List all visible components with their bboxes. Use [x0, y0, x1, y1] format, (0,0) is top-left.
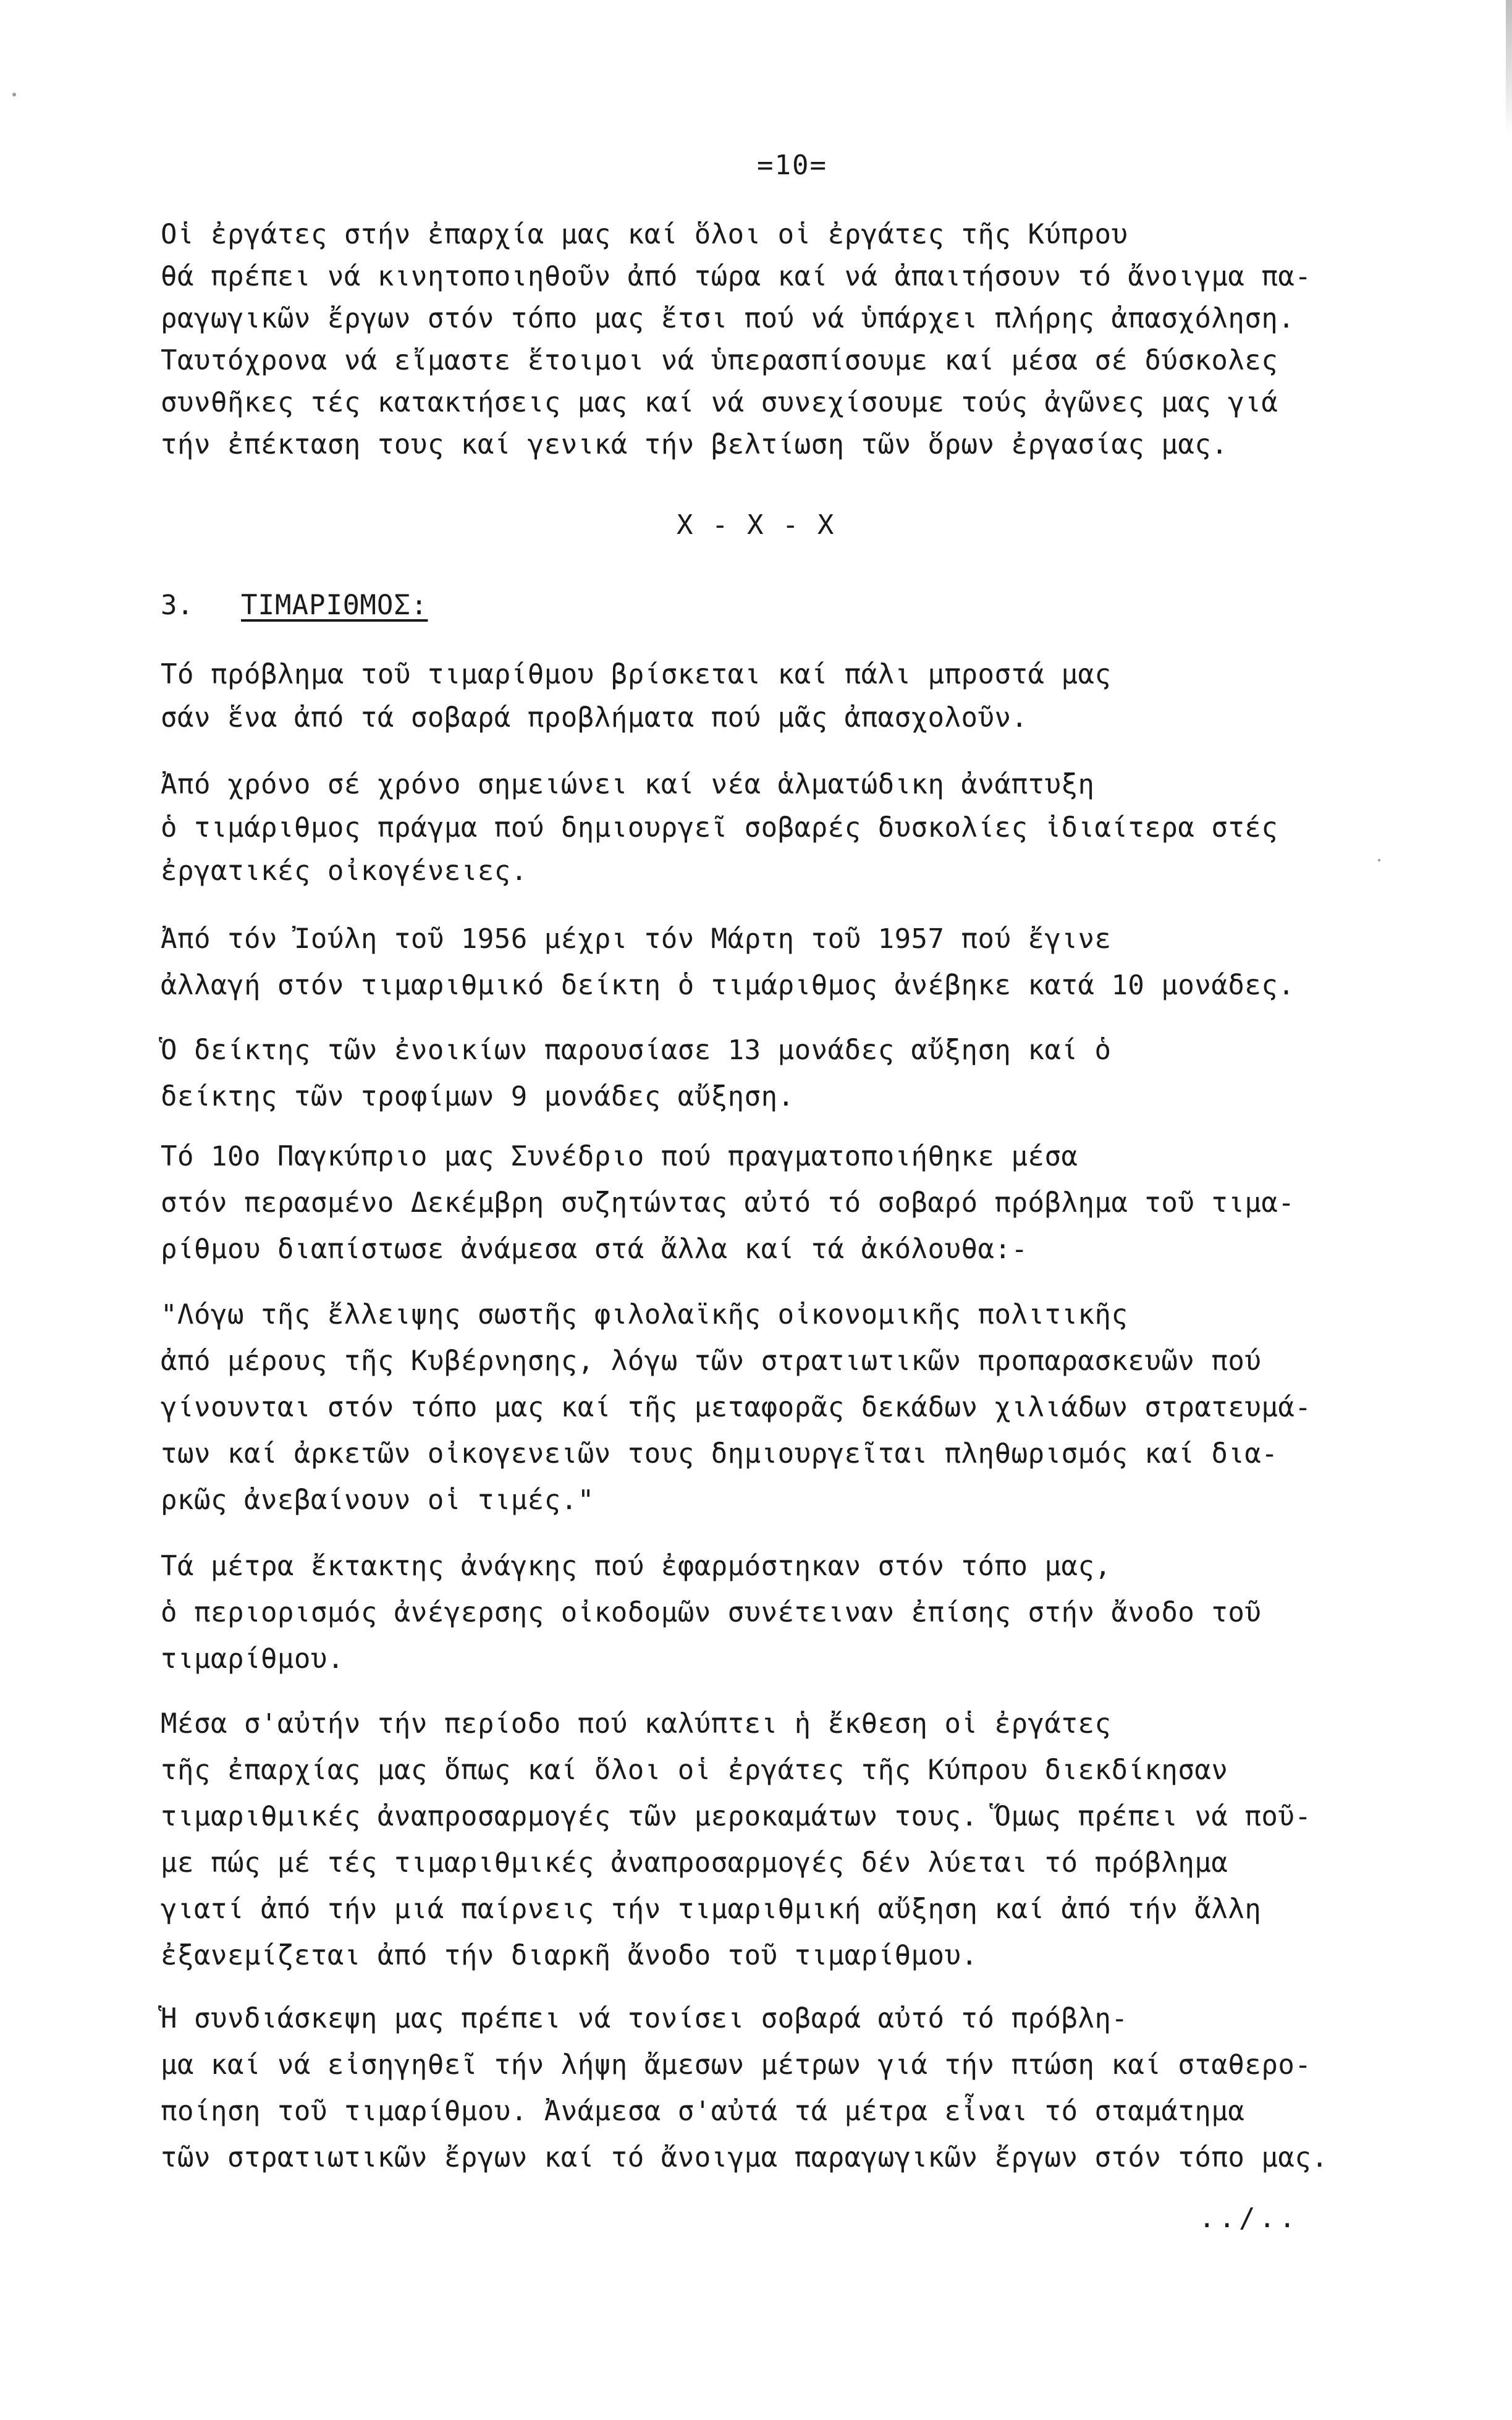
text-line: σάν ἕνα ἀπό τά σοβαρά προβλήματα πού μᾶς ἀπασχολοῦν.: [161, 702, 1028, 734]
text-line: τῆς ἐπαρχίας μας ὅπως καί ὅλοι οἱ ἐργάτες τῆς Κύπρου διεκδίκησαν: [161, 1754, 1228, 1786]
text-line: τιμαριθμικές ἀναπροσαρμογές τῶν μεροκαμάτων τους. Ὅμως πρέπει νά ποῦ-: [161, 1801, 1312, 1832]
text-line: θά πρέπει νά κινητοποιηθοῦν ἀπό τώρα καί νά ἀπαιτήσουν τό ἄνοιγμα πα-: [161, 261, 1312, 292]
text-line: Ἡ συνδιάσκεψη μας πρέπει νά τονίσει σοβαρά αὐτό τό πρόβλη-: [161, 2003, 1128, 2034]
text-line: ὁ περιορισμός ἀνέγερσης οἰκοδομῶν συνέτειναν ἐπίσης στήν ἄνοδο τοῦ: [161, 1597, 1262, 1628]
text-line: ἐξανεμίζεται ἀπό τήν διαρκῆ ἄνοδο τοῦ τιμαρίθμου.: [161, 1940, 978, 1971]
text-line: ρίθμου διαπίστωσε ἀνάμεσα στά ἄλλα καί τά ἀκόλουθα:-: [161, 1233, 1028, 1265]
text-line: ἐργατικές οἰκογένειες.: [161, 855, 528, 887]
text-line: Ὁ δείκτης τῶν ἐνοικίων παρουσίασε 13 μονάδες αὔξηση καί ὁ: [161, 1034, 1112, 1066]
text-line: τῶν στρατιωτικῶν ἔργων καί τό ἄνοιγμα παραγωγικῶν ἔργων στόν τόπο μας.: [161, 2142, 1328, 2173]
text-line: ποίηση τοῦ τιμαρίθμου. Ἀνάμεσα σ'αὐτά τά μέτρα εἶναι τό σταμάτημα: [161, 2096, 1245, 2127]
text-line: ὁ τιμάριθμος πράγμα πού δημιουργεῖ σοβαρές δυσκολίες ἰδιαίτερα στές: [161, 812, 1278, 844]
text-line: Ἀπό χρόνο σέ χρόνο σημειώνει καί νέα ἁλματώδικη ἀνάπτυξη: [161, 769, 1095, 800]
text-line: τήν ἐπέκταση τους καί γενικά τήν βελτίωση τῶν ὅρων ἐργασίας μας.: [161, 429, 1228, 460]
text-line: γίνουνται στόν τόπο μας καί τῆς μεταφορᾶς δεκάδων χιλιάδων στρατευμά-: [161, 1392, 1312, 1423]
text-line: δείκτης τῶν τροφίμων 9 μονάδες αὔξηση.: [161, 1081, 795, 1112]
text-line: ρκῶς ἀνεβαίνουν οἱ τιμές.": [161, 1484, 594, 1516]
text-line: ἀλλαγή στόν τιμαριθμικό δείκτη ὁ τιμάριθμος ἀνέβηκε κατά 10 μονάδες.: [161, 970, 1295, 1001]
text-line: Ἀπό τόν Ἰούλη τοῦ 1956 μέχρι τόν Μάρτη τοῦ 1957 πού ἔγινε: [161, 923, 1112, 955]
scan-edge-shadow: [1506, 0, 1512, 136]
text-line: των καί ἀρκετῶν οἰκογενειῶν τους δημιουργεῖται πληθωρισμός καί δια-: [161, 1438, 1278, 1470]
text-line: συνθῆκες τές κατακτήσεις μας καί νά συνεχίσουμε τούς ἀγῶνες μας γιά: [161, 387, 1278, 418]
text-line: Μέσα σ'αὐτήν τήν περίοδο πού καλύπτει ἡ ἔκθεση οἱ ἐργάτες: [161, 1708, 1112, 1740]
section-number: 3.: [161, 590, 193, 621]
scan-speck: [12, 93, 16, 96]
scan-speck: [1378, 859, 1380, 861]
section-title: ΤΙΜΑΡΙΘΜΟΣ:: [241, 590, 428, 621]
text-line: Οἱ ἐργάτες στήν ἐπαρχία μας καί ὅλοι οἱ ἐργάτες τῆς Κύπρου: [161, 219, 1128, 250]
text-line: τιμαρίθμου.: [161, 1643, 344, 1675]
text-line: Τό 10ο Παγκύπριο μας Συνέδριο πού πραγματοποιήθηκε μέσα: [161, 1141, 1078, 1172]
text-line: μα καί νά εἰσηγηθεῖ τήν λήψη ἄμεσων μέτρων γιά τήν πτώση καί σταθερο-: [161, 2049, 1312, 2081]
text-line: Ταυτόχρονα νά εἴμαστε ἕτοιμοι νά ὑπερασπίσουμε καί μέσα σέ δύσκολες: [161, 345, 1278, 376]
page-number: =10=: [757, 150, 827, 181]
text-line: με πώς μέ τές τιμαριθμικές ἀναπροσαρμογές δέν λύεται τό πρόβλημα: [161, 1847, 1228, 1879]
continuation-mark: ../..: [1199, 2202, 1299, 2234]
text-line: Τά μέτρα ἔκτακτης ἀνάγκης πού ἐφαρμόστηκαν στόν τόπο μας,: [161, 1551, 1112, 1582]
text-line: "Λόγω τῆς ἔλλειψης σωστῆς φιλολαϊκῆς οἰκονομικῆς πολιτικῆς: [161, 1299, 1128, 1331]
text-line: Τό πρόβλημα τοῦ τιμαρίθμου βρίσκεται καί πάλι μπροστά μας: [161, 659, 1112, 690]
text-line: στόν περασμένο Δεκέμβρη συζητώντας αὐτό τό σοβαρό πρόβλημα τοῦ τιμα-: [161, 1187, 1295, 1219]
text-line: γιατί ἀπό τήν μιά παίρνεις τήν τιμαριθμική αὔξηση καί ἀπό τήν ἄλλη: [161, 1893, 1262, 1925]
text-line: ραγωγικῶν ἔργων στόν τόπο μας ἔτσι πού νά ὑπάρχει πλήρης ἀπασχόληση.: [161, 303, 1295, 334]
text-line: ἀπό μέρους τῆς Κυβέρνησης, λόγω τῶν στρατιωτικῶν προπαρασκευῶν πού: [161, 1345, 1262, 1377]
section-separator: X - X - X: [677, 509, 835, 541]
